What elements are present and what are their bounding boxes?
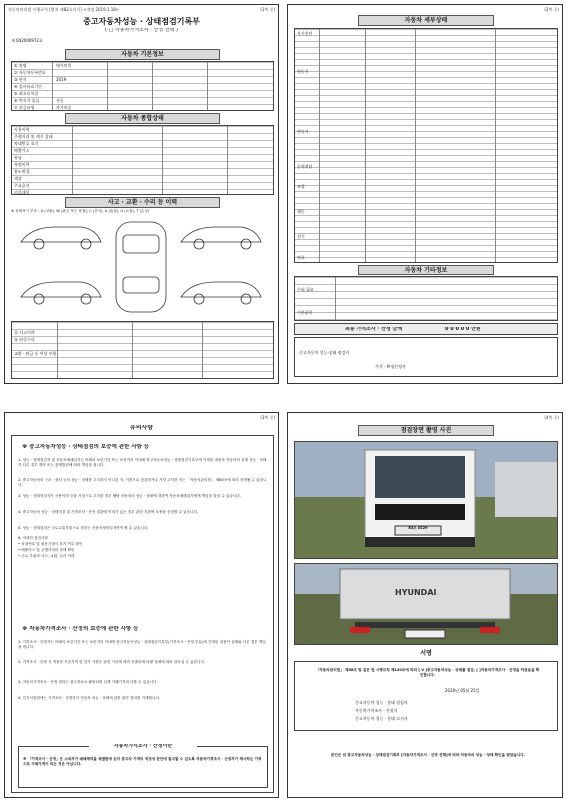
accident-table: [11, 321, 274, 379]
truck-front-photo: [294, 441, 558, 559]
basic-row-label: ⑦ 보증유형: [14, 105, 35, 110]
status-symbol-note: ※ 상태표시 부호 : X (교환), W (판금 또는 용접), C (부식), A (흠집), U (요철), T (손상): [11, 209, 150, 213]
signature-statement: 「자동차관리법」 제58조 및 같은 법 시행규칙 제120조에 따라 [ V ]중고자동차성능 · 상태를 점검, [ ]자동차가격조사 · 산정을 하였음을 확인합니다.: [315, 668, 540, 677]
warranty-value: 자가보증: [56, 105, 72, 110]
notes-item: 5. 성능 · 상태점검은 국토교통부령으로 정하는 자동차정비업자만이 할 수 있습니다.: [18, 526, 149, 530]
car-bottom-right-icon: [181, 282, 261, 304]
other-info-table: [294, 276, 558, 321]
accident-row-label: ⑯ 단순수리: [14, 337, 35, 342]
basic-row-label: ⑤ 최초등록일: [14, 91, 39, 96]
page-1-header: [5, 7, 278, 13]
page-2-detail-status: [287, 4, 563, 384]
other-info-row-label: 수리 필요: [297, 287, 314, 292]
section-basic-info: 자동차 기본정보: [65, 49, 220, 60]
truck-plate-front: 83오 0229: [408, 526, 428, 530]
transmission-value: 자동: [56, 98, 64, 103]
final-price-label: 최종 가격조사 · 산정 금액: [345, 327, 403, 332]
detail-row-label: 조향: [297, 184, 305, 189]
notes-heading-1: ※ 중고자동차성능 · 상태점검의 보증에 관한 사항 등: [22, 444, 150, 450]
notes-item: 6. 자세한 점검사항: [18, 536, 49, 540]
price-assessment-box-text: ※ 「가격조사 · 산정」은 소비자가 매매계약을 체결함에 있어 중고차 가격의 적정성 판단에 참고할 수 있도록 자동차가격조사 · 산정자가 제시하는 가격으로 구매가격이 되는 것은 아닙니다.: [23, 757, 262, 766]
page-1-performance-record: [4, 4, 279, 384]
detail-row-label: 연료: [297, 255, 305, 260]
overall-row-label: 배출가스: [14, 148, 30, 153]
notes-item: • 차대번호 및 원동기형식 표기 여부 확인: [18, 542, 83, 546]
car-bottom-left-icon: [21, 282, 101, 304]
form-number: 자동차관리법 시행규칙 [별지 제82호서식] <개정 2019.1.18>: [8, 7, 120, 12]
notes-item: 4. 특기사항란에는 가격조사 · 산정자가 자동차 성능 · 상태에 관한 판단 결과를 기재합니다.: [18, 696, 161, 700]
overall-status-table: [11, 125, 274, 195]
accident-row-label: 교환 · 판금 등 이상 부위: [14, 351, 57, 356]
notes-item: • 주요 부위의 사고, 교환, 수리 이력: [18, 554, 75, 558]
final-price-value: 0 0 0 0 0 만원: [445, 327, 481, 332]
truck-brand-text: HYUNDAI: [395, 588, 437, 597]
notes-item: 2. 중고자동차의 구조 · 장치 등의 성능 · 상태를 고지하지 아니한 자, 거짓으로 점검하거나 거짓 고지한 자는 「자동차관리법」 제80조에 따라 처벌될 수 있습니다.: [18, 478, 267, 487]
car-body-diagram: [11, 217, 274, 317]
model-year-value: 2019: [56, 77, 67, 82]
notes-item: 3. 자동차가격조사 · 산정 결과는 참고자료로 활용되며 실제 거래가격과 다를 수 있습니다.: [18, 680, 158, 684]
page-3-notes: [4, 412, 279, 798]
detail-row-label: 원동기: [297, 69, 309, 74]
notes-content-box: [11, 435, 274, 793]
basic-row-label: ③ 연식: [14, 77, 27, 82]
notes-title: 유의사항: [129, 425, 154, 430]
basic-row-label: ① 차명: [14, 63, 27, 68]
section-inspection-photos: 점검장면 촬영 사진: [358, 425, 494, 436]
car-top-view-icon: [116, 222, 166, 312]
basic-row-label: ⑥ 변속기 종류: [14, 98, 40, 103]
overall-row-label: 차대번호 표기: [14, 141, 39, 146]
page-number: (4쪽 중): [544, 415, 559, 420]
detail-row-label: 전기: [297, 234, 305, 239]
notes-item: 1. 성능 · 상태점검자 및 자동차매매업자는 아래의 보증기간 또는 보증거리 이내에 중고자동차성능 · 상태점검기록부에 기재된 내용과 자동차의 실제 성능 · 상태가 다른 경우 계약 또는 관계법령에 따라 책임을 집니다.: [18, 458, 267, 467]
truck-rear-image: [295, 564, 558, 645]
overall-row-label: 색상: [14, 176, 22, 181]
overall-row-label: 사용이력: [14, 127, 30, 132]
footer-confirmation: 본인은 위 중고자동차성능 · 상태점검기록부 [자동차가격조사 · 산정 선택]에 따라 자동차의 성능 · 상태 확인을 받았습니다.: [330, 753, 526, 757]
truck-front-image: [295, 442, 558, 559]
signer-label: 중고자동차 성능 · 상태 고지자: [355, 716, 408, 721]
basic-info-table: [11, 61, 274, 111]
overall-row-label: 튜닝: [14, 155, 22, 160]
car-left-side-icon: [21, 227, 101, 249]
overall-row-label: 주요옵션: [14, 183, 30, 188]
page-1-subtitle: ( □ 자동차가격조사 · 산정 선택 ): [105, 28, 178, 33]
accident-row-label: ⑮ 사고이력: [14, 330, 35, 335]
signer-label: 중고자동차 성능 · 상태 점검자: [355, 700, 408, 705]
notes-item: 3. 성능 · 상태점검자가 사용이력 등을 거짓으로 고지한 경우 해당 자동차의 성능 · 상태에 대하여 자동차매매업자에게 책임을 물을 수 있습니다.: [18, 494, 241, 498]
notes-item: 2. 가격조사 · 산정 시 적용한 기준가격 및 감가 사항은 관련 기준에 따라 산출되며 차량 상태에 따라 달라질 수 있습니다.: [18, 660, 206, 664]
basic-row-label: ④ 검사유효기간: [14, 84, 43, 89]
other-info-row-label: 기본품목: [297, 310, 313, 315]
car-right-side-icon: [181, 227, 261, 249]
page-number: (3쪽 중): [260, 415, 275, 420]
overall-row-label: 용도변경: [14, 169, 30, 174]
signer-label: 자동차가격조사 · 산정자: [355, 708, 398, 713]
page-number: (2쪽 중): [544, 7, 559, 12]
notes-item: 4. 중고자동차 성능 · 상태점검 및 가격조사 · 산정 결과에 이의가 있는 경우 관련 기관에 조정을 신청할 수 있습니다.: [18, 510, 199, 514]
section-detail-status: 자동차 세부상태: [358, 15, 494, 26]
page-number: (1쪽 중): [260, 7, 275, 12]
detail-row-label: 자기진단: [297, 31, 313, 36]
section-accident-history: 사고 · 교환 · 수리 등 이력: [65, 197, 220, 208]
inspector-label: 중고자동차 성능·상태 점검자: [299, 350, 350, 355]
detail-row-label: 동력전달: [297, 164, 313, 169]
document-number: 제 042000972호: [11, 38, 43, 43]
page-4-photos-signature: [287, 412, 563, 798]
detail-row-label: 제동: [297, 209, 305, 214]
section-overall-status: 자동차 종합상태: [65, 113, 220, 124]
final-price-box: [294, 323, 558, 335]
signature-box: [294, 661, 558, 731]
notes-item: 1. 가격조사 · 산정자는 아래의 보증기간 또는 보증거리 이내에 중고자동차성능 · 상태점검기록부(가격조사 · 산정 부분)에 기재된 내용이 실제와 다른 경우 책임을 집니다.: [18, 640, 266, 649]
truck-rear-photo: [294, 563, 558, 645]
notes-heading-2: ※ 자동차가격조사 · 산정의 보증에 관한 사항 등: [22, 626, 139, 632]
page-1-title: 중고자동차성능 · 상태점검기록부: [83, 17, 200, 26]
section-signature: 서명: [294, 649, 558, 659]
price-assessment-box-title: 자동차가격조사 · 산정이란: [89, 744, 197, 749]
notes-item: • 배출가스 및 주행거리의 상태 확인: [18, 548, 75, 552]
basic-row-label: ② 자동차등록번호: [14, 70, 46, 75]
signature-date: 2020년 05월 25일: [445, 688, 480, 693]
detail-status-table: [294, 28, 558, 263]
section-other-info: 자동차 기타정보: [358, 265, 494, 275]
detail-row-label: 변속기: [297, 129, 309, 134]
overall-row-label: 특별이력: [14, 162, 30, 167]
car-name-value: 메가트럭: [56, 63, 72, 68]
overall-row-label: 리콜대상: [14, 190, 30, 195]
inspector-signature-box: [294, 337, 558, 377]
overall-row-label: 주행거리 및 계기 상태: [14, 134, 53, 139]
price-assessment-info-box: [18, 746, 268, 788]
price-assessor-label: 가격 · 확정산정자: [375, 364, 406, 369]
